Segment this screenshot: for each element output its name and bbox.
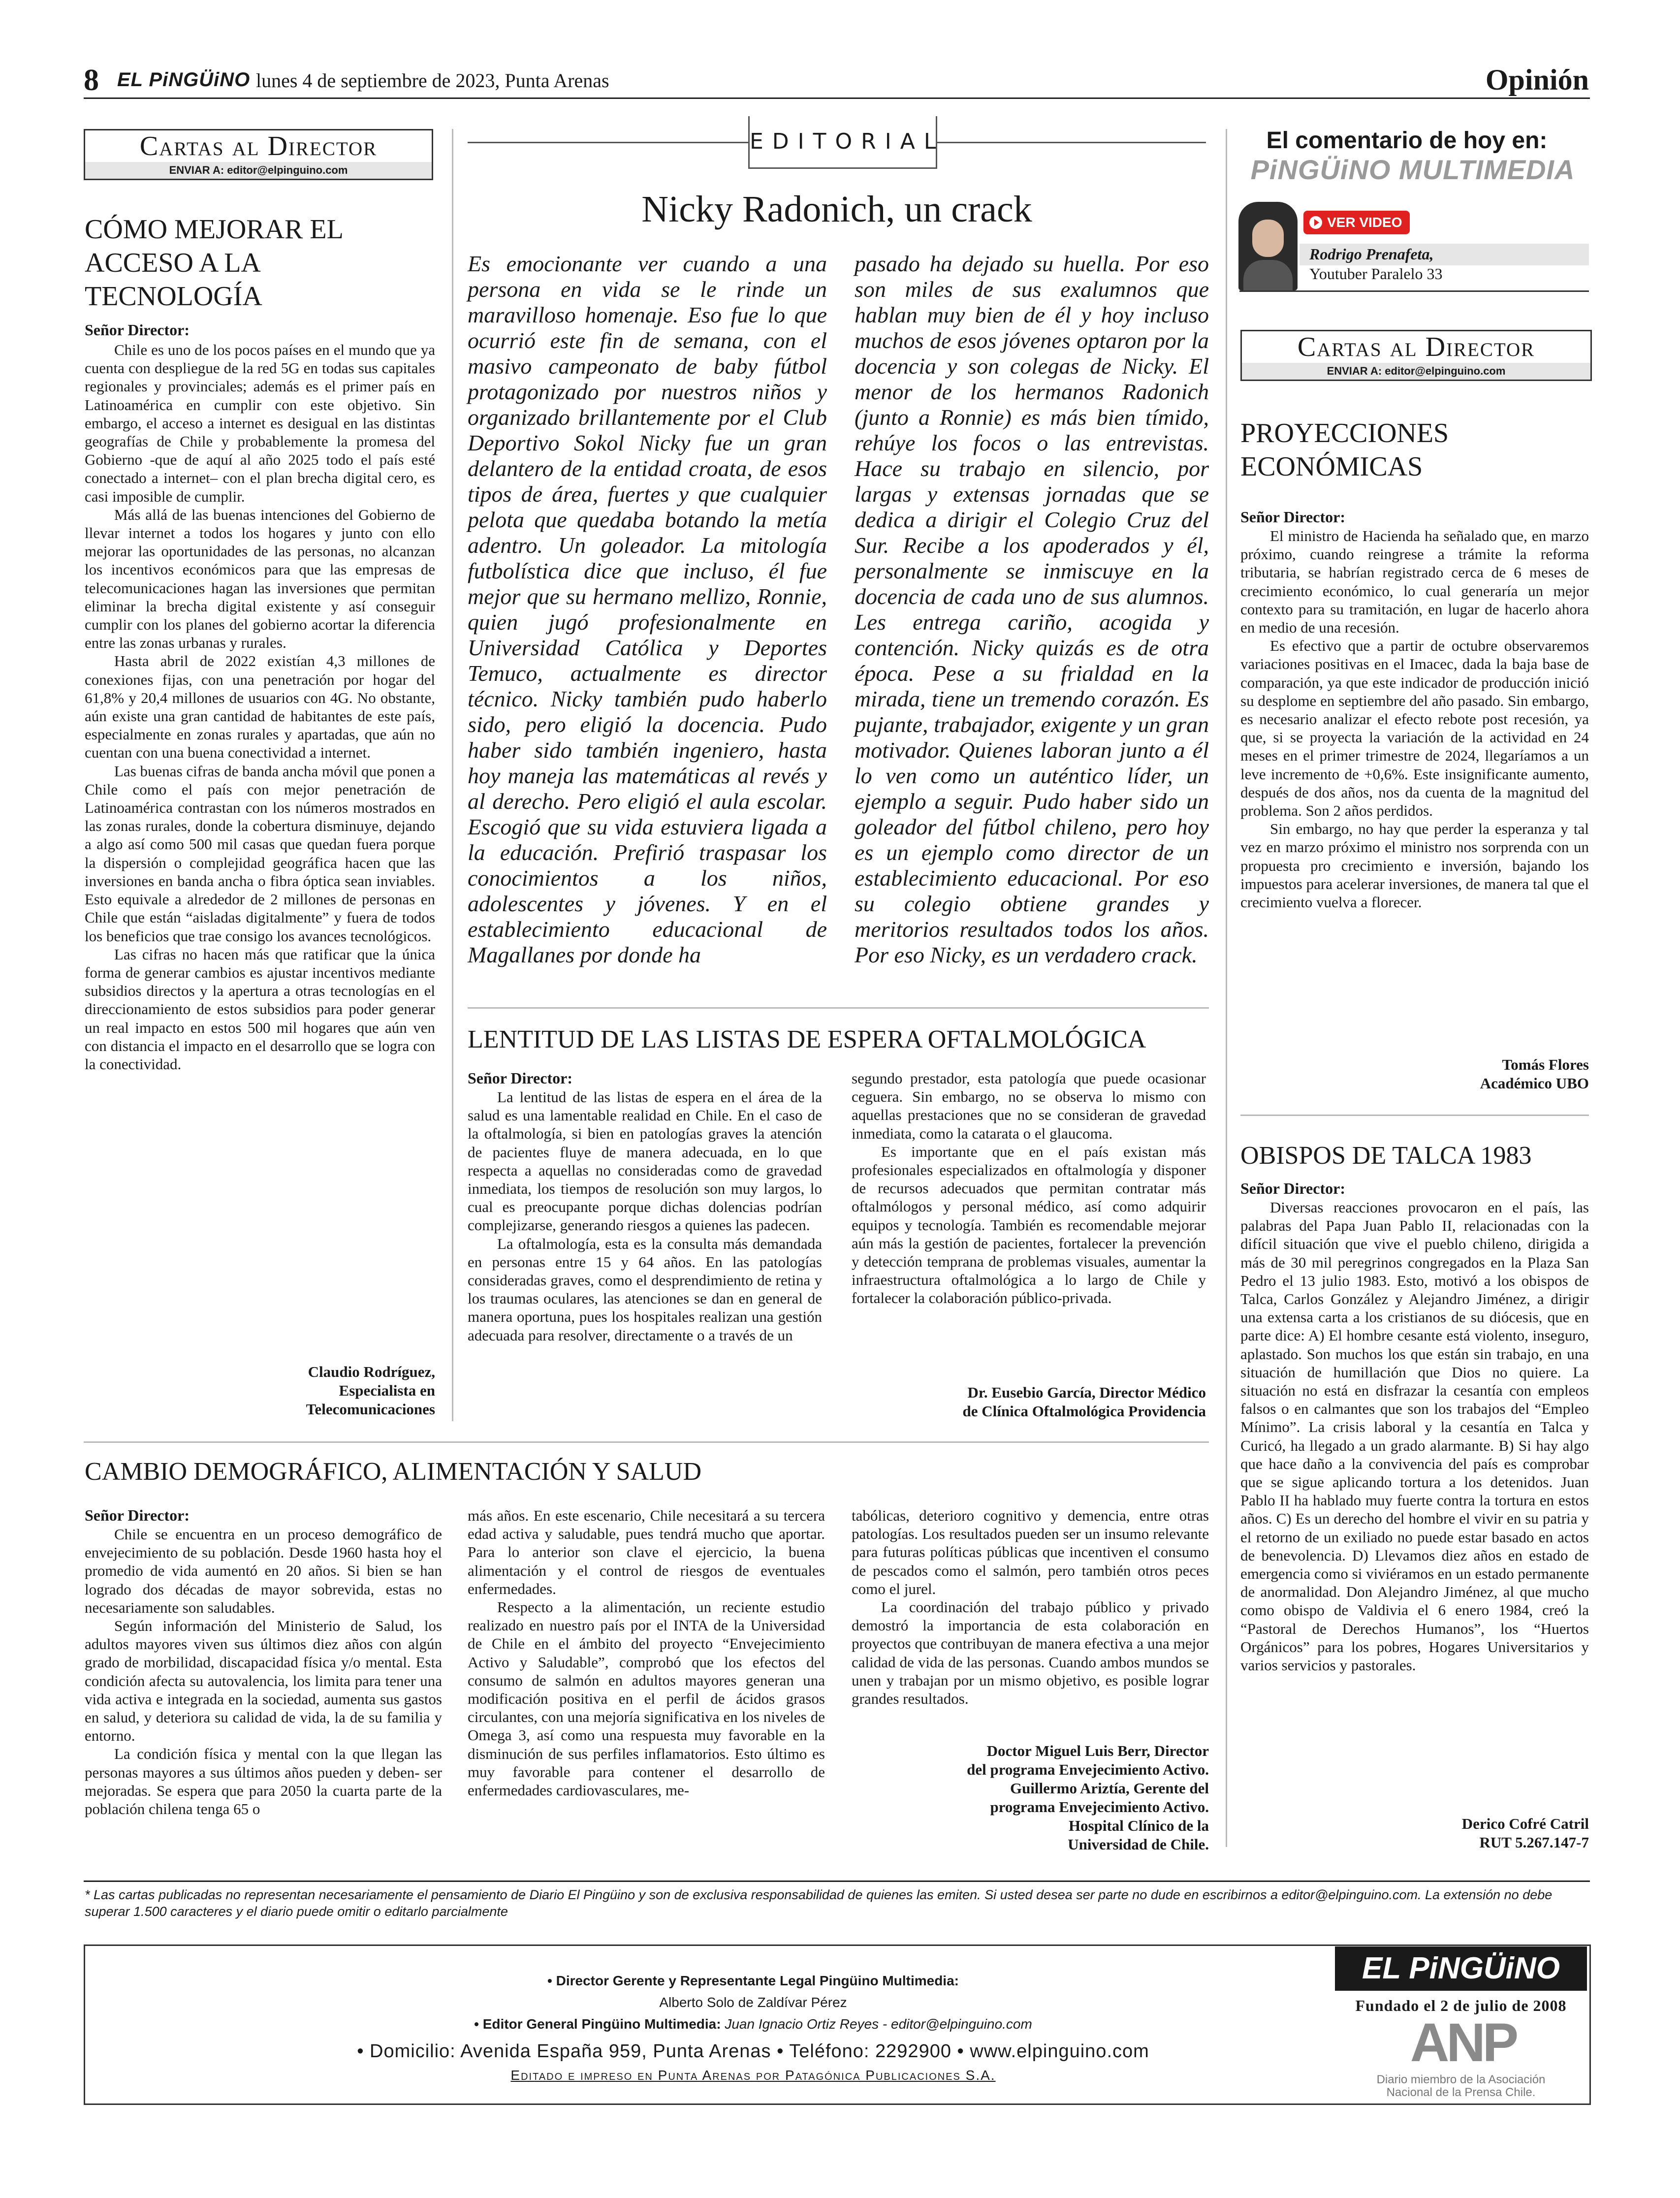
footer-editor <box>89 2016 1418 2032</box>
paragraph: Las cifras no hacen más que ratificar que la única forma de generar cambios es ajustar incentivos mediante subsidios directos y la apertura a otras tecnologías en el direccionamiento de estos subsidios para poder generar un real impacto en estos 500 mil hogares que aún ven con distancia el impacto en el desarrollo que se logra con la conectividad. <box>85 945 435 1073</box>
masthead-logo: EL PiNGÜiNO <box>117 69 251 91</box>
paragraph: más años. En este escenario, Chile necesitará a su tercera edad activa y saludable, pues tendrá mucho que aportar. Para lo anterior son clave el ejercicio, la buena alimentación y el control de riesgos de eventuales enfermedades. <box>468 1507 825 1597</box>
presenter-role: Youtuber Paralelo 33 <box>1309 265 1443 283</box>
play-icon <box>1309 216 1322 229</box>
paragraph: Diversas reacciones provocaron en el país, las palabras del Papa Juan Pablo II, relacionadas con la difícil situación que vive el pueblo chileno, dirigida a más de 30 mil peregrinos congregados en la Plaza San Pedro el 13 julio 1983. Esto, motivó a los obispos de Talca, Carlos González y Alejandro Jiménez, a dirigir una extensa carta a los cristianos de su diócesis, que en parte dice: A) El hombre cesante está violento, inseguro, aplastado. Son muchos los que están sin trabajo, en una situación de humillación que Dios no quiere. La situación no está en disfrazar la cesantía con empleos falsos o en calmantes que son los trabajos del “Empleo Mínimo”. La crisis laboral y la cesantía en Talca y Curicó, ha llegado a un grado alarmante. B) Si hay algo que hace daño a la convivencia del país es comprobar que se sigue aplicando tortura a los detenidos. Juan Pablo II ha hablado muy fuerte contra la tortura en estos años. C) Es un derecho del hombre el vivir en su patria y el retorno de un exiliado no puede estar basado en actos de benevolencia. D) Llevamos diez años en estado de emergencia como si viviéramos en un estado permanente de anormalidad. Don Alejandro Jiménez, al que mucho como obispo de Valdivia el 6 enero 1984, creó la “Pastoral de Derechos Humanos”, los “Huertos Orgánicos” para los pobres, Hogares Universitarios y varios servicios y pastorales. <box>1240 1199 1589 1674</box>
editorial-column-1: Es emocionante ver cuando a una persona en vida se le rinde un maravilloso homenaje. Eso fue lo que ocurrió este fin de semana, con el masivo campeonato de baby fútbol protagonizado por nuestros niños y organizado brillantemente por el Club Deportivo Sokol Nicky fue un gran delantero de la entidad croata, de esos tipos de área, fuertes y que cualquier pelota que quedaba botando la metía adentro. Un goleador. La mitología futbolística dice que incluso, él fue mejor que su hermano mellizo, Ronnie, quien jugó profesionalmente en Universidad Católica y Deportes Temuco, actualmente es director técnico. Nicky también pudo haberlo sido, pero eligió la docencia. Pudo haber sido también ingeniero, hasta hoy maneja las matemáticas al revés y al derecho. Pero eligió el aula escolar. Escogió que su vida estuviera ligada a la educación. Prefirió traspasar los conocimientos a los niños, adolescentes y jóvenes. Y en el establecimiento educacional de Magallanes por donde ha <box>468 251 827 967</box>
paragraph: Chile es uno de los pocos países en el mundo que ya cuenta con despliegue de la red 5G en todas sus capitales regionales y provinciales; además es el primer país en Latinoamérica en cumplir con este objetivo. Sin embargo, el acceso a internet es desigual en las distintas geografías de Chile y probablemente la promesa del Gobierno -que de aquí al año 2025 todo el país esté conectado a internet– con el plan brecha digital cero, es casi imposible de cumplir. <box>85 341 435 505</box>
letters-box-email: ENVIAR A: editor@elpinguino.com <box>85 162 432 179</box>
signature-line: Claudio Rodríguez, <box>308 1363 435 1380</box>
footer-editor-value: Juan Ignacio Ortiz Reyes - editor@elpinguino.com <box>725 2016 1032 2032</box>
footer-director-name: Alberto Solo de Zaldívar Pérez <box>659 1995 847 2010</box>
signature-line: del programa Envejecimiento Activo. <box>967 1761 1209 1778</box>
paragraph: Más allá de las buenas intenciones del Gobierno de llevar internet a todos los hogares y junto con ello mejorar las oportunidades de las personas, no alcanzan los incentivos económicos para que las empresas de telecomunicaciones hagan las inversiones que permitan eliminar la brecha digital existente y así conseguir cumplir con los planes del gobierno acortar la diferencia entre las zonas urbanas y rurales. <box>85 506 435 652</box>
signature-line: Hospital Clínico de la <box>1068 1817 1209 1834</box>
disclaimer-text: * Las cartas publicadas no representan necesariamente el pensamiento de Diario El Pingüino y son de exclusiva responsabilidad de quienes las emiten. Si usted desea ser parte no dude en escribirnos a editor@elpinguino.com. La extensión no debe superar 1.500 caracteres y el diario puede omitir o editarlo parcialmente <box>85 1887 1553 1919</box>
editorial-label: EDITORIAL <box>748 116 937 169</box>
letter-body-col2 <box>468 1506 825 1799</box>
letter-signature <box>85 1363 435 1419</box>
letters-box-right <box>1240 330 1592 381</box>
signature-line: Tomás Flores <box>1502 1056 1589 1073</box>
paragraph: Es efectivo que a partir de octubre observaremos variaciones positivas en el Imacec, dada la baja base de comparación, ya que este indicador de producción inició su desplome en septiembre del año pasado. Sin embargo, es necesario analizar el efecto rebote post recesión, ya que, si se proyecta la variación de la actividad en 24 meses en el primer trimestre de 2024, llegaríamos a un leve incremento de +0,6%. Este insignificante aumento, después de dos años, nos da cuenta de la magnitud del problema. Son 2 años perdidos. <box>1240 637 1589 820</box>
presenter-name: Rodrigo Prenafeta, <box>1309 245 1434 263</box>
letters-box-title: Cartas al Director <box>139 131 378 161</box>
section-divider <box>1240 1115 1589 1116</box>
signature-line: Telecomunicaciones <box>306 1401 435 1418</box>
header-rule <box>84 97 1590 99</box>
signature-line: Dr. Eusebio García, Director Médico <box>967 1384 1206 1401</box>
section-divider <box>468 1007 1209 1009</box>
paragraph: tabólicas, deterioro cognitivo y demencia, entre otras patologías. Los resultados pueden ser un insumo relevante para futuras políticas públicas que incentiven el consumo de pescados como el salmón, pero también otros peces como el jurel. <box>852 1507 1209 1597</box>
signature-line: Doctor Miguel Luis Berr, Director <box>986 1742 1209 1759</box>
column-divider <box>452 129 453 1421</box>
column-divider <box>1226 129 1227 1847</box>
avatar-face <box>1252 220 1284 257</box>
paragraph: segundo prestador, esta patología que puede ocasionar ceguera. Sin embargo, no se observa lo mismo con aquellas prestaciones que no se consideran de gravedad inmediata, como la catarata o el glaucoma. <box>852 1070 1206 1142</box>
salutation: Señor Director: <box>468 1069 572 1087</box>
multimedia-brand: PiNGÜiNO MULTIMEDIA <box>1250 154 1575 185</box>
paragraph: Según información del Ministerio de Salud, los adultos mayores viven sus últimos diez años con algún grado de morbilidad, discapacidad física y/o mental. Esta condición afecta su autovalencia, los limita para tener una vida activa e integrada en la sociedad, aumenta sus gastos en salud, y deteriora su calidad de vida, la de su familia y entorno. <box>85 1617 442 1745</box>
letter-title: CAMBIO DEMOGRÁFICO, ALIMENTACIÓN Y SALUD <box>85 1458 702 1486</box>
letter-body <box>1240 1198 1589 1674</box>
letter-body-col3 <box>852 1506 1209 1708</box>
salutation: Señor Director: <box>1240 1179 1345 1197</box>
letters-box-email: ENVIAR A: editor@elpinguino.com <box>1242 363 1590 380</box>
anp-caption <box>1335 2073 1587 2099</box>
editorial-title: Nicky Radonich, un crack <box>641 189 1032 230</box>
letter-body-col1 <box>468 1088 822 1344</box>
multimedia-rule <box>1239 290 1589 292</box>
letter-body <box>1240 527 1589 911</box>
footer-address: • Domicilio: Avenida España 959, Punta Arenas • Teléfono: 2292900 • www.elpinguino.com <box>357 2041 1149 2062</box>
signature-line: RUT 5.267.147-7 <box>1479 1834 1589 1851</box>
signature-line: Guillermo Ariztía, Gerente del <box>1010 1780 1209 1797</box>
issue-date: lunes 4 de septiembre de 2023, Punta Arenas <box>256 69 609 92</box>
section-divider <box>84 1441 1209 1443</box>
signature-line: Derico Cofré Catril <box>1461 1815 1589 1832</box>
editorial-column-2: pasado ha dejado su huella. Por eso son miles de sus exalumnos que hablan muy bien de él y hoy incluso muchos de esos jóvenes optaron por la docencia y son colegas de Nicky. El menor de los hermanos Radonich (junto a Ronnie) es más bien tímido, rehúye los focos o las entrevistas. Hace su trabajo en silencio, por largas y extensas jornadas que se dedica a dirigir el Colegio Cruz del Sur. Recibe a los apoderados y él, personalmente se inmiscuye en la docencia de cada uno de sus alumnos. Les entrega cariño, acogida y contención. Nicky quizás es de otra época. Pese a su frialdad en la mirada, tiene un tremendo corazón. Es pujante, trabajador, exigente y un gran motivador. Quienes laboran junto a él lo ven como un auténtico líder, un ejemplo a seguir. Pudo haber sido un goleador del fútbol chileno, pero hoy es un ejemplo como director de un establecimiento educacional. Por eso su colegio obtiene grandes y meritorios resultados todos los años. Por eso Nicky, es un verdadero crack. <box>855 251 1209 967</box>
paragraph: Sin embargo, no hay que perder la esperanza y tal vez en marzo próximo el ministro nos sorprenda con un propuesta pro crecimiento e inversión, bajando los impuestos para acelerar inversiones, de manera tal que el crecimiento vuelva a florecer. <box>1240 820 1589 911</box>
watch-video-label: VER VIDEO <box>1327 215 1402 230</box>
paragraph: Hasta abril de 2022 existían 4,3 millones de conexiones fijas, con una penetración por hogar del 61,8% y 20,4 millones de usuarios con 4G. No obstante, aún existe una gran cantidad de habitantes de este país, especialmente en zonas rurales y apartadas, que aún no cuentan con una buena conectividad a internet. <box>85 652 435 762</box>
salutation: Señor Director: <box>85 1506 190 1524</box>
letters-box-left <box>84 129 433 180</box>
signature-line: Especialista en <box>339 1382 435 1399</box>
paragraph: Respecto a la alimentación, un reciente estudio realizado en nuestro país por el INTA de la Universidad de Chile en el ámbito del proyecto “Envejecimiento Activo y Saludable”, comprobó que los efectos del consumo de salmón en adultos mayores generan una modificación positiva en el perfil de ácidos grasos circulantes, con una mejoría significativa en los niveles de Omega 3, así como una respuesta muy favorable en la disminución de sus perfiles inflamatorios. Esto último es muy favorable para contener el desarrollo de enfermedades cardiovasculares, me- <box>468 1598 825 1799</box>
avatar-body <box>1243 260 1293 290</box>
paragraph: El ministro de Hacienda ha señalado que, en marzo próximo, cuando reingrese a trámite la reforma tributaria, se habrían registrado cerca de 6 meses de crecimiento económico, lo cual generaría un mejor contexto para su tramitación, en lugar de hacerlo ahora en medio de una recesión. <box>1240 527 1589 637</box>
letter-title: PROYECCIONES ECONÓMICAS <box>1240 418 1449 482</box>
letter-signature <box>852 1742 1209 1854</box>
anp-caption-line2: Nacional de la Prensa Chile. <box>1386 2086 1536 2099</box>
watch-video-button[interactable] <box>1303 211 1410 234</box>
footer-printer: Editado e impreso en Punta Arenas por Patagónica Publicaciones S.A. <box>510 2068 996 2083</box>
anp-caption-line1: Diario miembro de la Asociación <box>1376 2073 1546 2086</box>
signature-line: de Clínica Oftalmológica Providencia <box>962 1402 1206 1420</box>
anp-logo: ANP <box>1410 2012 1516 2073</box>
multimedia-heading: El comentario de hoy en: <box>1266 127 1548 154</box>
salutation: Señor Director: <box>1240 508 1345 526</box>
letter-title: OBISPOS DE TALCA 1983 <box>1240 1142 1532 1170</box>
paragraph: La coordinación del trabajo público y privado demostró la importancia de esta colaboración en proyectos que contribuyan de manera efectiva a una mejor calidad de vida de las personas. Cuando ambos mundos se unen y trabajan por un mismo objetivo, es posible lograr grandes resultados. <box>852 1598 1209 1708</box>
letter-title: CÓMO MEJORAR EL ACCESO A LA TECNOLOGÍA <box>85 214 343 312</box>
letter-signature <box>1240 1815 1589 1852</box>
paragraph: La oftalmología, esta es la consulta más demandada en personas entre 15 y 64 años. En las patologías consideradas graves, como el desprendimiento de retina y los traumas oculares, las atenciones se dan en general de manera oportuna, pues los hospitales realizan una gestión adecuada para resolver, directamente o a través de un <box>468 1235 822 1344</box>
salutation: Señor Director: <box>85 321 190 339</box>
signature-line: programa Envejecimiento Activo. <box>990 1798 1209 1816</box>
disclaimer-rule <box>84 1880 1590 1882</box>
letter-body-col1 <box>85 1525 442 1818</box>
footer-editor-label: • Editor General Pingüino Multimedia: <box>474 2016 721 2032</box>
footer-founded: Fundado el 2 de julio de 2008 <box>1355 1997 1567 2014</box>
letters-box-title: Cartas al Director <box>1297 332 1535 362</box>
page-number: 8 <box>84 64 99 97</box>
paragraph: Las buenas cifras de banda ancha móvil que ponen a Chile como el país con mejor penetración de Latinoamérica contrastan con los números mostrados en las zonas rurales, donde la cobertura disminuye, dejando a algo así como 500 mil casas que quedan fuera porque la dispersión o complejidad geográfica hacen que las inversiones en banda ancha o fibra óptica sean inviables. Esto equivale a alrededor de 2 millones de personas en Chile que están “aisladas digitalmente” y fuera de todos los beneficios que trae consigo los avances tecnológicos. <box>85 762 435 945</box>
letter-title: LENTITUD DE LAS LISTAS DE ESPERA OFTALMOLÓGICA <box>468 1025 1146 1053</box>
letter-body <box>85 341 435 1073</box>
signature-line: Académico UBO <box>1480 1075 1589 1092</box>
paragraph: La condición física y mental con la que llegan las personas mayores a sus últimos años pueden y deben- ser mejoradas. Se espera que para 2050 la cuarta parte de la población chilena tenga 65 o <box>85 1745 442 1818</box>
paragraph: La lentitud de las listas de espera en el área de la salud es una lamentable realidad en Chile. En el caso de la oftalmología, si bien en patologías graves la atención de pacientes fluye de manera adecuada, en lo que respecta a aquellas no consideradas como de gravedad inmediata, los tiempos de resolución son muy largos, lo cual es preocupante porque dichas dolencias podrían complejizarse, generando riesgos a quienes las padecen. <box>468 1088 822 1234</box>
paragraph: Es importante que en el país existan más profesionales especializados en oftalmología y disponer de recursos adecuados que permitan contratar más oftalmólogos y personal médico, así como adquirir equipos y tecnología. También es recomendable mejorar aún más la gestión de pacientes, fortalecer la prevención y detección temprana de problemas visuales, aumentar la infraestructura oftalmológica a lo largo de Chile y fortalecer la colaboración público-privada. <box>852 1143 1206 1307</box>
avatar <box>1238 202 1298 290</box>
signature-line: Universidad de Chile. <box>1068 1836 1209 1853</box>
footer-logo: EL PiNGÜiNO <box>1335 1946 1587 1991</box>
paragraph: Chile se encuentra en un proceso demográfico de envejecimiento de su población. Desde 1960 hasta hoy el promedio de vida aumentó en 20 años. Si bien se han logrado dos décadas de mayor sobrevida, estas no necesariamente son saludables. <box>85 1526 442 1616</box>
letter-body-col2 <box>852 1069 1206 1307</box>
letter-signature <box>1240 1055 1589 1093</box>
section-title: Opinión <box>1485 64 1589 96</box>
letter-signature <box>788 1383 1206 1421</box>
footer-director-label: • Director Gerente y Representante Legal Pingüino Multimedia: <box>547 1973 959 1988</box>
